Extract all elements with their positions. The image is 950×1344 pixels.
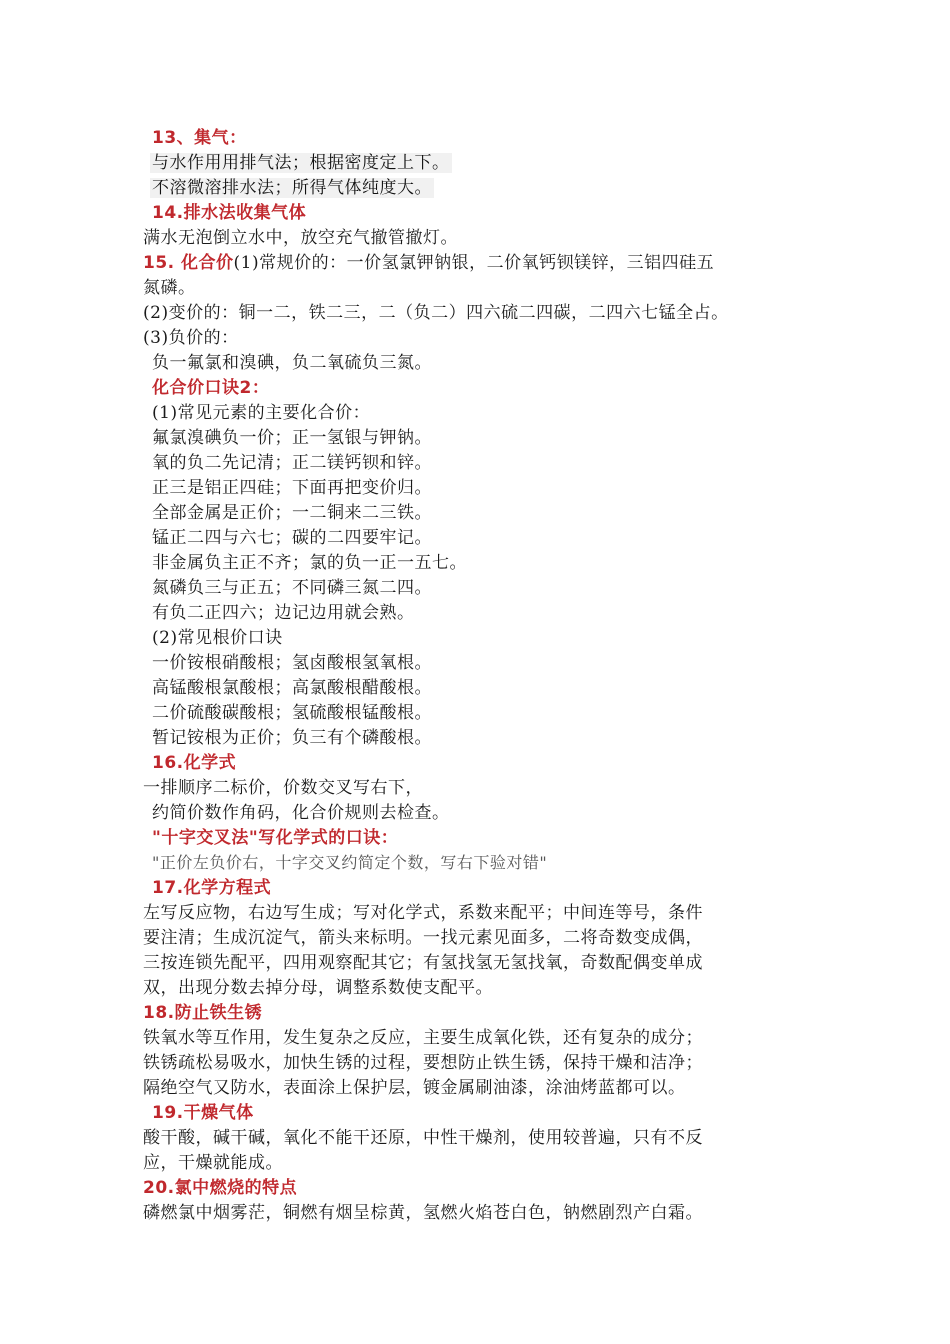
section-17-line: 三按连锁先配平，四用观察配其它；有氢找氢无氢找氧，奇数配偶变单成 [143, 953, 703, 973]
mnemonic-2-line: 有负二正四六；边记边用就会熟。 [152, 603, 415, 623]
section-20-line-1: 磷燃氯中烟雾茫，铜燃有烟呈棕黄，氢燃火焰苍白色，钠燃剧烈产白霜。 [143, 1203, 703, 1223]
mnemonic-2-line: 正三是铝正四硅；下面再把变价归。 [152, 478, 432, 498]
section-15-line-3: (2)变价的：铜一二，铁二三，二（负二）四六硫二四碳，二四六七锰全占。 [143, 303, 729, 323]
section-19-line: 酸干酸，碱干碱，氧化不能干还原，中性干燥剂，使用较普遍，只有不反 [143, 1128, 703, 1148]
radical-line: 一价铵根硝酸根；氢卤酸根氢氧根。 [152, 653, 432, 673]
section-15-heading: 15. 化合价 [143, 253, 234, 273]
section-13-line-1-text: 与水作用用排气法；根据密度定上下。 [152, 153, 450, 173]
mnemonic-2-line: 全部金属是正价；一二铜来二三铁。 [152, 503, 432, 523]
mnemonic-2-line: 锰正二四与六七；碳的二四要牢记。 [152, 528, 432, 548]
section-16-line-2: 约简价数作角码，化合价规则去检查。 [152, 803, 450, 823]
section-16-line-1: 一排顺序二标价，价数交叉写右下， [143, 778, 423, 798]
mnemonic-2-line: 氧的负二先记清；正二镁钙钡和锌。 [152, 453, 432, 473]
section-14-line-1: 满水无泡倒立水中，放空充气撤管撤灯。 [143, 228, 458, 248]
section-15-line-1 [143, 251, 714, 275]
mnemonic-2-heading: 化合价口诀2： [152, 378, 270, 398]
section-15-line-1-text: (1)常规价的：一价氢氯钾钠银，二价氧钙钡镁锌，三铝四硅五 [233, 253, 715, 273]
section-18-line: 隔绝空气又防水，表面涂上保护层，镀金属刷油漆，涂油烤蓝都可以。 [143, 1078, 686, 1098]
section-17-line: 左写反应物，右边写生成；写对化学式，系数来配平；中间连等号，条件 [143, 903, 703, 923]
mnemonic-2-sub-2: (2)常见根价口诀 [152, 628, 283, 648]
mnemonic-2-sub-1: (1)常见元素的主要化合价： [152, 403, 371, 423]
section-17-line: 双，出现分数去掉分母，调整系数使支配平。 [143, 978, 493, 998]
section-17-line: 要注清；生成沉淀气，箭头来标明。一找元素见面多，二将奇数变成偶， [143, 928, 703, 948]
section-14-heading: 14.排水法收集气体 [152, 203, 307, 223]
section-18-heading: 18.防止铁生锈 [143, 1003, 263, 1023]
mnemonic-2-line: 氮磷负三与正五；不同磷三氮二四。 [152, 578, 432, 598]
section-15-line-5: 负一氟氯和溴碘，负二氧硫负三氮。 [152, 353, 432, 373]
section-15-line-4: (3)负价的： [143, 328, 239, 348]
section-13-line-2 [150, 176, 434, 200]
section-18-line: 铁锈疏松易吸水，加快生锈的过程，要想防止铁生锈，保持干燥和洁净； [143, 1053, 703, 1073]
section-17-heading: 17.化学方程式 [152, 878, 272, 898]
cross-method-line: "正价左负价右，十字交叉约简定个数，写右下验对错" [152, 853, 548, 872]
section-16-heading: 16.化学式 [152, 753, 237, 773]
radical-line: 二价硫酸碳酸根；氢硫酸根锰酸根。 [152, 703, 432, 723]
section-13-line-2-text: 不溶微溶排水法；所得气体纯度大。 [152, 178, 432, 198]
section-15-line-2: 氮磷。 [143, 278, 196, 298]
section-19-line: 应，干燥就能成。 [143, 1153, 283, 1173]
radical-line: 高锰酸根氯酸根；高氯酸根醋酸根。 [152, 678, 432, 698]
radical-line: 暂记铵根为正价；负三有个磷酸根。 [152, 728, 432, 748]
mnemonic-2-line: 非金属负主正不齐；氯的负一正一五七。 [152, 553, 467, 573]
section-18-line: 铁氧水等互作用，发生复杂之反应，主要生成氧化铁，还有复杂的成分； [143, 1028, 703, 1048]
section-13-heading: 13、集气： [152, 128, 247, 148]
section-19-heading: 19.干燥气体 [152, 1103, 254, 1123]
section-13-line-1 [150, 151, 452, 175]
cross-method-heading: "十字交叉法"写化学式的口诀： [152, 828, 399, 848]
mnemonic-2-line: 氟氯溴碘负一价；正一氢银与钾钠。 [152, 428, 432, 448]
section-20-heading: 20.氯中燃烧的特点 [143, 1178, 298, 1198]
